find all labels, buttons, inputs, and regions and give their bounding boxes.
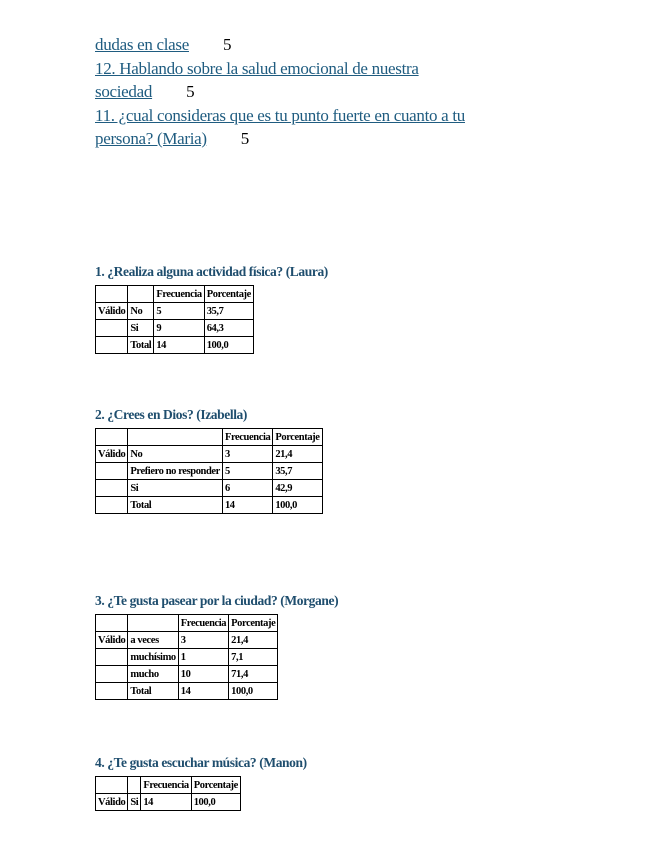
table-header-row: [96, 429, 323, 446]
header-porcentaje: Porcentaje: [273, 429, 322, 446]
section-actividad-fisica: [95, 264, 328, 354]
category-cell: Si: [128, 320, 154, 337]
group-label: Válido: [96, 632, 128, 649]
category-cell: Si: [128, 480, 223, 497]
freq-cell: 10: [178, 666, 228, 683]
toc-page-number: 5: [222, 35, 232, 54]
freq-cell: 5: [154, 303, 204, 320]
header-porcentaje: Porcentaje: [229, 615, 278, 632]
frequency-table: [95, 776, 241, 811]
empty-cell: [96, 337, 128, 354]
header-porcentaje: Porcentaje: [191, 777, 240, 794]
empty-cell: [96, 480, 128, 497]
freq-cell: 5: [222, 463, 272, 480]
empty-cell: [128, 615, 178, 632]
toc-page-number: 5: [186, 82, 195, 101]
pct-cell: 7,1: [229, 649, 278, 666]
section-title: 4. ¿Te gusta escuchar música? (Manon): [95, 755, 307, 770]
table-row: [96, 649, 278, 666]
header-frecuencia: Frecuencia: [178, 615, 228, 632]
category-cell: Prefiero no responder: [128, 463, 223, 480]
empty-cell: [96, 683, 128, 700]
table-row: [96, 666, 278, 683]
empty-cell: [96, 777, 128, 794]
freq-cell: 1: [178, 649, 228, 666]
category-cell: a veces: [128, 632, 178, 649]
category-cell: Si: [128, 794, 141, 811]
table-header-row: [96, 777, 241, 794]
table-row: [96, 632, 278, 649]
section-escuchar-musica: [95, 755, 307, 811]
table-row: [96, 683, 278, 700]
group-label: Válido: [96, 794, 128, 811]
table-row: [96, 303, 254, 320]
pct-cell: 71,4: [229, 666, 278, 683]
header-porcentaje: Porcentaje: [204, 286, 253, 303]
freq-cell: 14: [178, 683, 228, 700]
group-label: Válido: [96, 446, 128, 463]
table-header-row: [96, 286, 254, 303]
table-header-row: [96, 615, 278, 632]
group-label: Válido: [96, 303, 128, 320]
freq-cell: 6: [222, 480, 272, 497]
section-title: 2. ¿Crees en Dios? (Izabella): [95, 407, 248, 422]
section-title: 1. ¿Realiza alguna actividad física? (Laura): [95, 264, 328, 279]
table-row: [96, 446, 323, 463]
pct-cell: 42,9: [273, 480, 322, 497]
pct-cell: 100,0: [229, 683, 278, 700]
toc-link[interactable]: persona? (Maria): [95, 129, 207, 148]
table-row: [96, 337, 254, 354]
table-row: [96, 480, 323, 497]
pct-cell: 64,3: [204, 320, 253, 337]
toc-link[interactable]: 12. Hablando sobre la salud emocional de nuestra: [95, 58, 419, 78]
freq-cell: 3: [222, 446, 272, 463]
table-of-contents: [95, 33, 575, 151]
pct-cell: 100,0: [273, 497, 322, 514]
toc-entry[interactable]: [95, 57, 575, 81]
pct-cell: 35,7: [273, 463, 322, 480]
empty-cell: [96, 320, 128, 337]
section-creencia-dios: [95, 407, 323, 514]
empty-cell: [96, 649, 128, 666]
table-row: [96, 320, 254, 337]
table-row: [96, 794, 241, 811]
section-pasear-ciudad: [95, 593, 338, 700]
freq-cell: 14: [222, 497, 272, 514]
frequency-table: [95, 428, 323, 514]
toc-entry-continued[interactable]: [95, 80, 575, 104]
toc-entry-continued[interactable]: [95, 127, 575, 151]
category-cell: Total: [128, 683, 178, 700]
freq-cell: 9: [154, 320, 204, 337]
empty-cell: [96, 666, 128, 683]
category-cell: Total: [128, 337, 154, 354]
empty-cell: [128, 777, 141, 794]
header-frecuencia: Frecuencia: [154, 286, 204, 303]
pct-cell: 100,0: [191, 794, 240, 811]
category-cell: Total: [128, 497, 223, 514]
category-cell: mucho: [128, 666, 178, 683]
freq-cell: 14: [154, 337, 204, 354]
frequency-table: [95, 614, 278, 700]
category-cell: No: [128, 446, 223, 463]
header-frecuencia: Frecuencia: [141, 777, 191, 794]
empty-cell: [128, 286, 154, 303]
table-row: [96, 497, 323, 514]
empty-cell: [96, 615, 128, 632]
freq-cell: 3: [178, 632, 228, 649]
empty-cell: [96, 463, 128, 480]
frequency-table: [95, 285, 254, 354]
toc-entry[interactable]: [95, 33, 575, 57]
empty-cell: [96, 497, 128, 514]
toc-link[interactable]: 11. ¿cual consideras que es tu punto fuerte en cuanto a tu: [95, 105, 465, 125]
toc-page-number: 5: [240, 129, 249, 148]
freq-cell: 14: [141, 794, 191, 811]
pct-cell: 100,0: [204, 337, 253, 354]
category-cell: No: [128, 303, 154, 320]
toc-entry[interactable]: [95, 104, 575, 128]
empty-cell: [96, 429, 128, 446]
section-title: 3. ¿Te gusta pasear por la ciudad? (Morgane): [95, 593, 339, 608]
category-cell: muchísimo: [128, 649, 178, 666]
header-frecuencia: Frecuencia: [222, 429, 272, 446]
toc-link[interactable]: dudas en clase: [95, 35, 189, 54]
pct-cell: 21,4: [273, 446, 322, 463]
empty-cell: [128, 429, 223, 446]
toc-link[interactable]: sociedad: [95, 82, 153, 101]
table-row: [96, 463, 323, 480]
pct-cell: 21,4: [229, 632, 278, 649]
empty-cell: [96, 286, 128, 303]
pct-cell: 35,7: [204, 303, 253, 320]
